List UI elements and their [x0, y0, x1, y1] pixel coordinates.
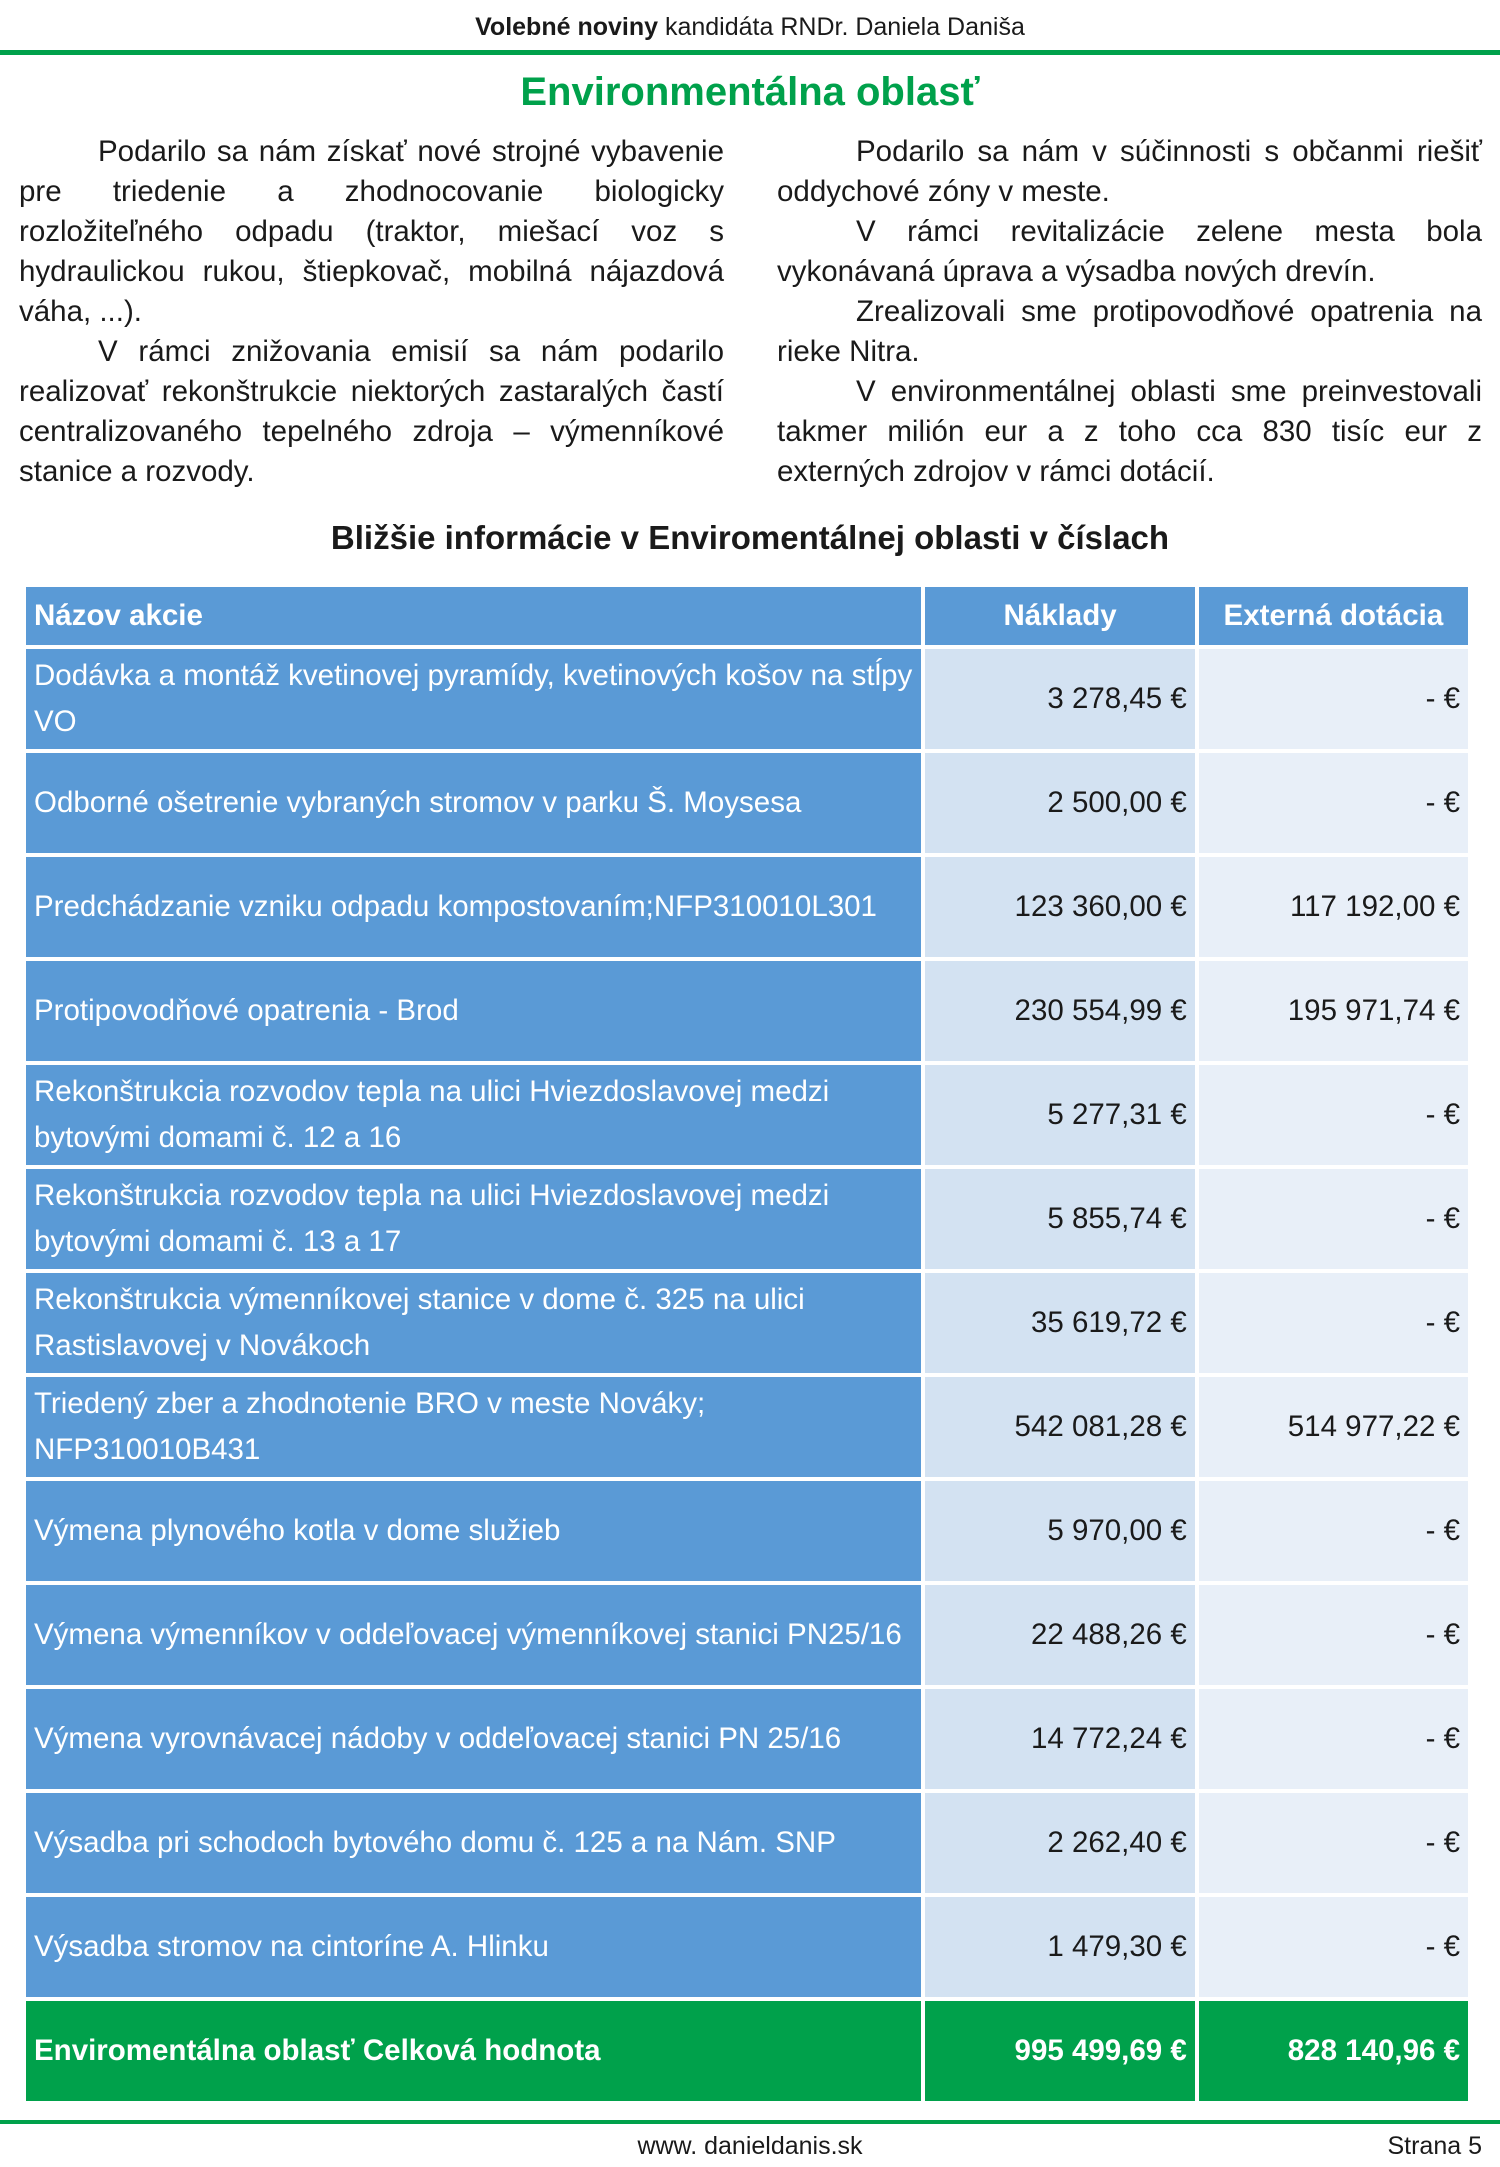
column-header-name: Názov akcie [26, 587, 921, 645]
row-name-cell: Rekonštrukcia výmenníkovej stanice v dome č. 325 na ulici Rastislavovej v Novákoch [26, 1273, 921, 1373]
row-grant-cell: - € [1199, 1481, 1468, 1581]
row-cost-cell: 14 772,24 € [925, 1689, 1194, 1789]
row-name-cell: Výmena výmenníkov v oddeľovacej výmenníkovej stanici PN25/16 [26, 1585, 921, 1685]
paragraph: Zrealizovali sme protipovodňové opatrenia na rieke Nitra. [777, 295, 1482, 368]
row-cost-cell: 230 554,99 € [925, 961, 1194, 1061]
table-row [26, 1897, 1468, 1997]
row-cost-cell: 2 262,40 € [925, 1793, 1194, 1893]
row-grant-cell: - € [1199, 753, 1468, 853]
row-grant-cell: - € [1199, 1169, 1468, 1269]
row-name-cell: Výmena vyrovnávacej nádoby v oddeľovacej stanici PN 25/16 [26, 1689, 921, 1789]
table-row [26, 1169, 1468, 1269]
table-row [26, 1689, 1468, 1789]
row-name-cell: Výmena plynového kotla v dome služieb [26, 1481, 921, 1581]
row-grant-cell: 195 971,74 € [1199, 961, 1468, 1061]
footer-website: www. danieldanis.sk [637, 2132, 863, 2160]
total-name-cell: Enviromentálna oblasť Celková hodnota [26, 2001, 921, 2101]
row-grant-cell: 117 192,00 € [1199, 857, 1468, 957]
row-cost-cell: 5 970,00 € [925, 1481, 1194, 1581]
table-row [26, 1585, 1468, 1685]
table-row [26, 1793, 1468, 1893]
table-row [26, 649, 1468, 749]
table-row [26, 857, 1468, 957]
table-header-row [26, 587, 1468, 645]
footer-divider [0, 2120, 1500, 2124]
table-total-row [26, 2001, 1468, 2101]
table-heading: Bližšie informácie v Enviromentálnej oblasti v číslach [330, 519, 1170, 556]
row-name-cell: Rekonštrukcia rozvodov tepla na ulici Hviezdoslavovej medzi bytovými domami č. 13 a 17 [26, 1169, 921, 1269]
total-grant-cell: 828 140,96 € [1199, 2001, 1468, 2101]
table-row [26, 1377, 1468, 1477]
paragraph: V rámci znižovania emisií sa nám podarilo realizovať rekonštrukcie niektorých zastaralých častí centralizovaného tepelného zdroja – výmenníkové stanice a rozvody. [19, 335, 724, 488]
row-cost-cell: 123 360,00 € [925, 857, 1194, 957]
paragraph: Podarilo sa nám v súčinnosti s občanmi riešiť oddychové zóny v meste. [777, 135, 1482, 208]
header-divider [0, 50, 1500, 55]
row-grant-cell: - € [1199, 1793, 1468, 1893]
row-name-cell: Triedený zber a zhodnotenie BRO v meste Nováky; NFP310010B431 [26, 1377, 921, 1477]
paragraph: V environmentálnej oblasti sme preinvestovali takmer milión eur a z toho cca 830 tisíc eur z externých zdrojov v rámci dotácií. [777, 375, 1482, 488]
total-cost-cell: 995 499,69 € [925, 2001, 1194, 2101]
row-grant-cell: - € [1199, 1585, 1468, 1685]
header-bold-title: Volebné noviny [475, 13, 659, 41]
row-cost-cell: 5 277,31 € [925, 1065, 1194, 1165]
row-grant-cell: 514 977,22 € [1199, 1377, 1468, 1477]
column-header-grant: Externá dotácia [1199, 587, 1468, 645]
row-grant-cell: - € [1199, 1065, 1468, 1165]
table-row [26, 961, 1468, 1061]
paragraph: V rámci revitalizácie zelene mesta bola vykonávaná úprava a výsadba nových drevín. [777, 215, 1482, 288]
row-cost-cell: 22 488,26 € [925, 1585, 1194, 1685]
row-name-cell: Predchádzanie vzniku odpadu kompostovaním;NFP310010L301 [26, 857, 921, 957]
row-cost-cell: 542 081,28 € [925, 1377, 1194, 1477]
row-cost-cell: 5 855,74 € [925, 1169, 1194, 1269]
newsletter-header [0, 10, 1500, 44]
paragraph: Podarilo sa nám získať nové strojné vybavenie pre triedenie a zhodnocovanie biologicky rozložiteľného odpadu (traktor, miešací voz s hydraulickou rukou, štiepkovač, mobilná nájazdová váha, ...). [19, 135, 724, 328]
page-number: Strana 5 [1387, 2132, 1482, 2160]
left-text-column [19, 132, 724, 492]
row-name-cell: Rekonštrukcia rozvodov tepla na ulici Hviezdoslavovej medzi bytovými domami č. 12 a 16 [26, 1065, 921, 1165]
column-header-cost: Náklady [925, 587, 1194, 645]
row-cost-cell: 3 278,45 € [925, 649, 1194, 749]
table-row [26, 1481, 1468, 1581]
table-row [26, 1273, 1468, 1373]
right-text-column [777, 132, 1482, 492]
row-cost-cell: 2 500,00 € [925, 753, 1194, 853]
row-cost-cell: 1 479,30 € [925, 1897, 1194, 1997]
expenses-table [22, 583, 1472, 2105]
row-name-cell: Dodávka a montáž kvetinovej pyramídy, kvetinových košov na stĺpy VO [26, 649, 921, 749]
row-grant-cell: - € [1199, 1689, 1468, 1789]
row-cost-cell: 35 619,72 € [925, 1273, 1194, 1373]
row-grant-cell: - € [1199, 649, 1468, 749]
header-subtitle: kandidáta RNDr. Daniela Daniša [658, 13, 1025, 41]
row-name-cell: Výsadba stromov na cintoríne A. Hlinku [26, 1897, 921, 1997]
row-name-cell: Odborné ošetrenie vybraných stromov v parku Š. Moysesa [26, 753, 921, 853]
table-row [26, 1065, 1468, 1165]
row-grant-cell: - € [1199, 1897, 1468, 1997]
row-name-cell: Protipovodňové opatrenia - Brod [26, 961, 921, 1061]
table-row [26, 753, 1468, 853]
page-title: Environmentálna oblasť [520, 70, 980, 114]
row-grant-cell: - € [1199, 1273, 1468, 1373]
row-name-cell: Výsadba pri schodoch bytového domu č. 125 a na Nám. SNP [26, 1793, 921, 1893]
